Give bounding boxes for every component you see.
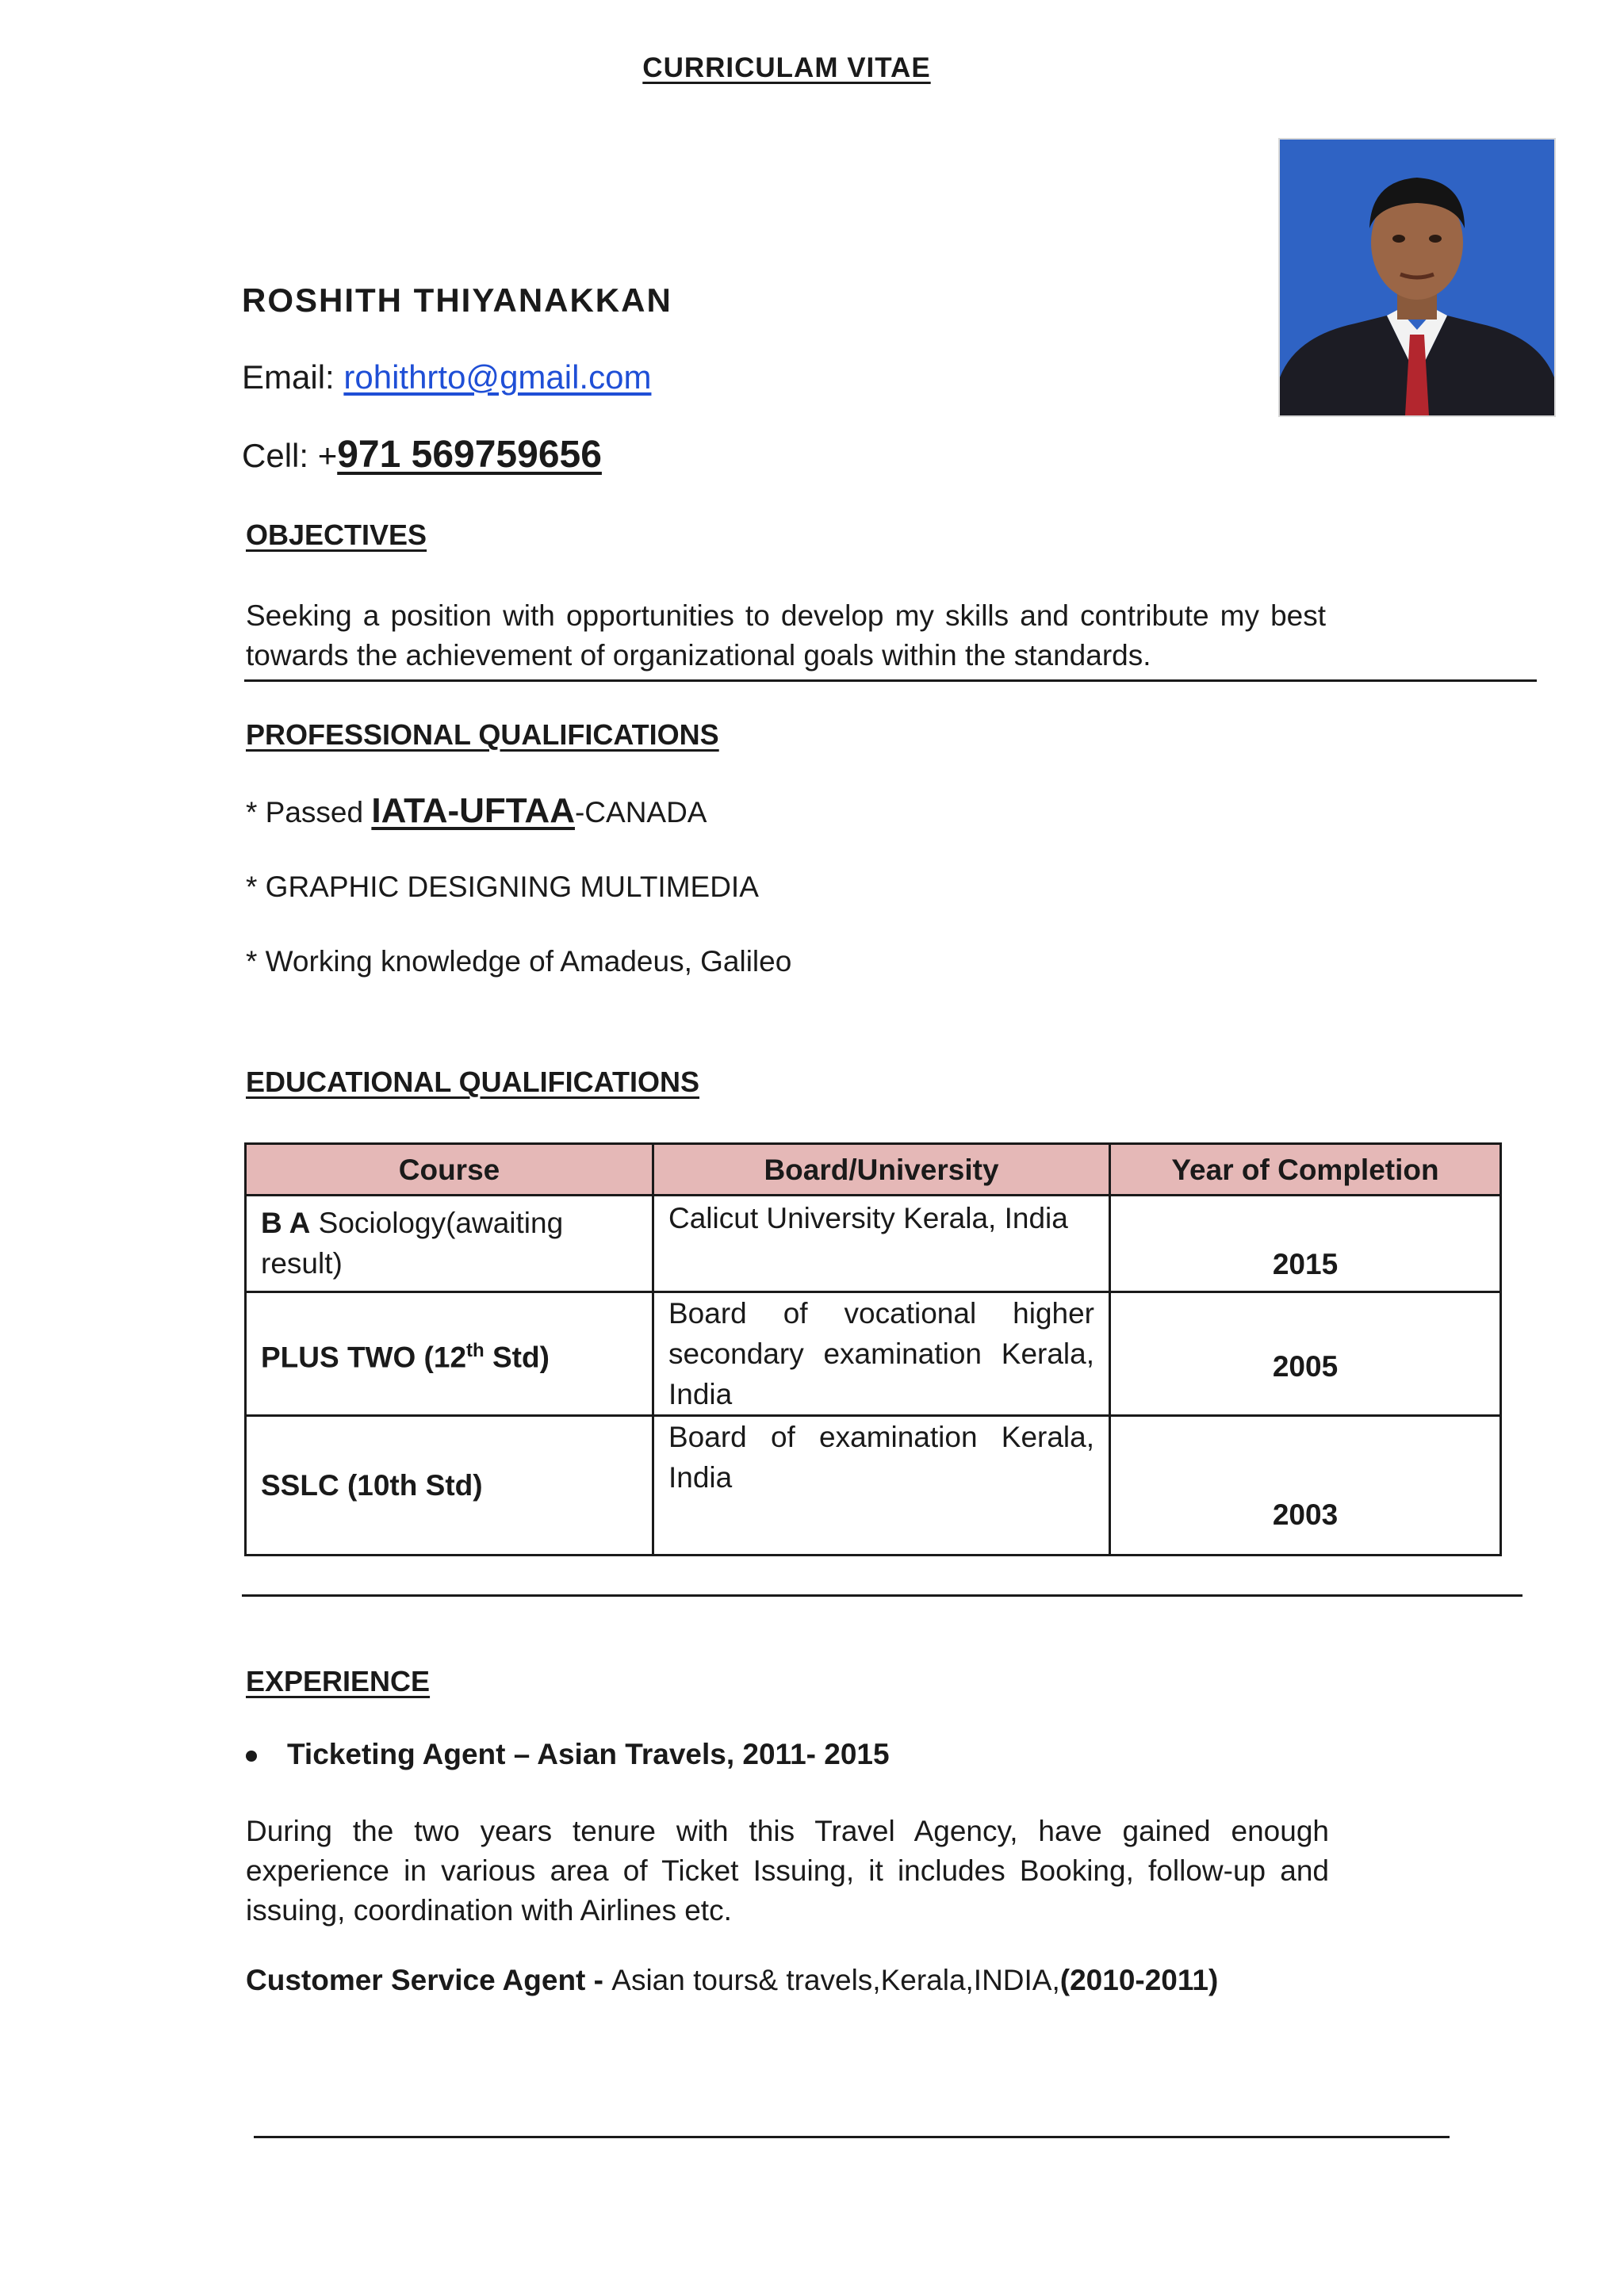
professional-qualifications-heading: PROFESSIONAL QUALIFICATIONS	[246, 718, 719, 751]
course-name-bold: PLUS TWO (12	[261, 1341, 467, 1374]
year-cell: 2003	[1110, 1416, 1501, 1556]
educational-qualifications-heading: EDUCATIONAL QUALIFICATIONS	[246, 1066, 699, 1098]
qualification-item: * Working knowledge of Amadeus, Galileo	[246, 945, 792, 978]
qualification-item	[246, 791, 707, 831]
column-header-year: Year of Completion	[1110, 1144, 1501, 1196]
education-table	[244, 1142, 1502, 1556]
section-divider	[242, 1594, 1522, 1597]
document-title: CURRICULAM VITAE	[642, 52, 931, 83]
section-divider	[244, 679, 1537, 682]
course-name-bold-end: Std)	[484, 1341, 550, 1374]
cell-line	[242, 433, 602, 476]
experience-years: (2010-2011)	[1059, 1964, 1219, 1996]
course-name-rest: Sociology(awaiting result)	[261, 1207, 564, 1280]
portrait-icon	[1280, 140, 1554, 415]
course-cell	[246, 1196, 653, 1292]
candidate-name: ROSHITH THIYANAKKAN	[242, 281, 672, 319]
course-cell	[246, 1292, 653, 1416]
cell-number: 971 569759656	[337, 434, 602, 476]
board-cell: Calicut University Kerala, India	[653, 1196, 1110, 1292]
email-line	[242, 358, 651, 396]
footer-divider	[254, 2136, 1450, 2138]
email-link[interactable]: rohithrto@gmail.com	[343, 358, 652, 396]
email-label: Email:	[242, 358, 344, 396]
experience-item-title	[246, 1738, 890, 1771]
objectives-text: Seeking a position with opportunities to develop my skills and contribute my best towards the achievement of organizational goals within the standards.	[246, 599, 1326, 672]
column-header-course: Course	[246, 1144, 653, 1196]
table-header-row	[246, 1144, 1501, 1196]
table-row	[246, 1292, 1501, 1416]
course-name-bold: B A	[261, 1207, 311, 1239]
year-cell: 2005	[1110, 1292, 1501, 1416]
column-header-board: Board/University	[653, 1144, 1110, 1196]
course-cell: SSLC (10th Std)	[246, 1416, 653, 1556]
cell-label: Cell: +	[242, 437, 338, 474]
objectives-heading: OBJECTIVES	[246, 519, 427, 551]
qualification-prefix: * Passed	[246, 796, 372, 828]
bullet-icon	[246, 1751, 257, 1762]
course-name-superscript: th	[466, 1339, 485, 1361]
experience-item-customer-service	[246, 1964, 1218, 1997]
qualification-item: * GRAPHIC DESIGNING MULTIMEDIA	[246, 871, 759, 903]
experience-description: During the two years tenure with this Travel Agency, have gained enough experience in various area of Ticket Issuing, it includes Booking, follow-up and issuing, coordination with Airlines etc.	[246, 1815, 1329, 1927]
table-row	[246, 1416, 1501, 1556]
table-row	[246, 1196, 1501, 1292]
experience-role: Customer Service Agent -	[246, 1964, 612, 1996]
board-cell: Board of vocational higher secondary examination Kerala, India	[653, 1292, 1110, 1416]
board-cell: Board of examination Kerala, India	[653, 1416, 1110, 1556]
experience-company: Asian tours& travels,Kerala,INDIA,	[611, 1964, 1060, 1996]
experience-heading: EXPERIENCE	[246, 1665, 431, 1697]
experience-title-text: Ticketing Agent – Asian Travels, 2011- 2015	[287, 1738, 890, 1770]
year-cell: 2015	[1110, 1196, 1501, 1292]
qualification-suffix: -CANADA	[574, 796, 707, 828]
iata-uftaa-label: IATA-UFTAA	[371, 791, 575, 830]
profile-photo	[1280, 140, 1554, 415]
